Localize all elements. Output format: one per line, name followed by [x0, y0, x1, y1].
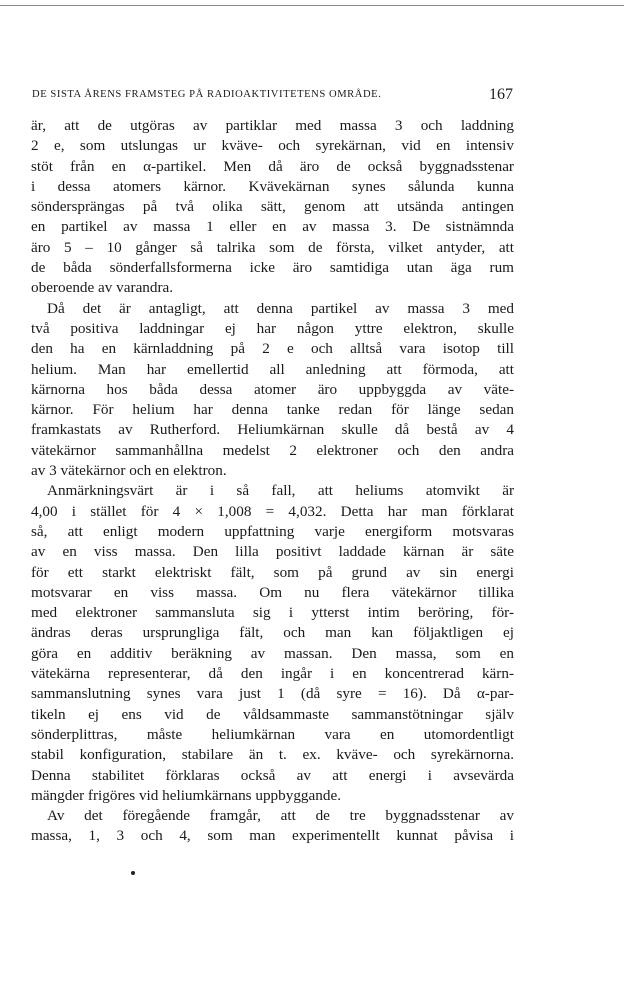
- text-line: av 3 vätekärnor och en elektron.: [31, 462, 227, 480]
- text-line: stöt från en α-partikel. Men då äro de också byggnadsstenar: [31, 157, 514, 175]
- body-text: [31, 116, 514, 847]
- text-line: sammanslutning synes vara just 1 (då syre = 16). Då α-par-: [31, 685, 514, 703]
- text-line: två positiva laddningar ej har någon yttre elektron, skulle: [31, 319, 514, 337]
- text-line: vätekärnor sammanhållna medelst 2 elektroner och den andra: [31, 441, 514, 459]
- text-line: vätekärna representerar, då den ingår i en koncentrerad kärn-: [31, 665, 514, 683]
- text-line: göra en additiv beräkning av massan. Den massa, som en: [31, 644, 514, 662]
- text-line: oberoende av varandra.: [31, 279, 174, 297]
- text-line: motsvarar en viss massa. Om nu flera vätekärnor tillika: [31, 583, 514, 601]
- text-line: för ett starkt elektriskt fält, som på grund av sin energi: [31, 563, 514, 581]
- text-line: 2 e, som utslungas ur kväve- och syrekärnan, vid en intensiv: [31, 137, 514, 155]
- text-line: kärnorna hos båda dessa atomer äro uppbyggda av väte-: [31, 380, 514, 398]
- text-line: äro 5 – 10 gånger så talrika som de första, vilket antyder, att: [31, 238, 514, 256]
- text-line: Anmärkningsvärt är i så fall, att heliums atomvikt är: [47, 482, 514, 500]
- text-line: de båda sönderfallsformerna icke äro samtidiga utan äga rum: [31, 259, 514, 277]
- text-line: 4,00 i stället för 4 × 1,008 = 4,032. Detta har man förklarat: [31, 502, 514, 520]
- text-line: Av det föregående framgår, att de tre byggnadsstenar av: [47, 807, 514, 825]
- text-line: tikeln ej ens vid de våldsammaste sammanstötningar själv: [31, 705, 514, 723]
- page-number: 167: [489, 86, 513, 103]
- running-head: [32, 86, 513, 106]
- text-line: ändras deras ursprungliga fält, och man kan följaktligen ej: [31, 624, 514, 642]
- text-line: Denna stabilitet förklaras också av att energi i avsevärda: [31, 766, 514, 784]
- running-title: DE SISTA ÅRENS FRAMSTEG PÅ RADIOAKTIVITETENS OMRÅDE.: [32, 89, 382, 100]
- text-line: med elektroner sammansluta sig i ytterst intim beröring, för-: [31, 604, 514, 622]
- text-line: en partikel av massa 1 eller en av massa 3. De sistnämnda: [31, 218, 514, 236]
- top-edge-rule: [0, 5, 624, 6]
- text-line: av en viss massa. Den lilla positivt laddade kärnan är säte: [31, 543, 514, 561]
- text-line: söndersprängas på två olika sätt, genom att utsända antingen: [31, 198, 514, 216]
- text-line: framkastats av Rutherford. Heliumkärnan skulle då bestå av 4: [31, 421, 514, 439]
- text-line: sönderplittras, måste heliumkärnan vara en utomordentligt: [31, 725, 514, 743]
- text-line: den ha en kärnladdning på 2 e och alltså vara isotop till: [31, 340, 514, 358]
- text-line: Då det är antagligt, att denna partikel av massa 3 med: [47, 299, 514, 317]
- text-line: mängder frigöres vid heliumkärnans uppbyggande.: [31, 786, 341, 804]
- text-line: är, att de utgöras av partiklar med massa 3 och laddning: [31, 117, 514, 134]
- text-line: kärnor. För helium har denna tanke redan för länge sedan: [31, 401, 514, 419]
- text-line: stabil konfiguration, stabilare än t. ex. kväve- och syrekärnorna.: [31, 746, 514, 764]
- text-line: så, att enligt modern uppfattning varje energiform motsvaras: [31, 522, 514, 540]
- text-line: i dessa atomers kärnor. Kvävekärnan synes sålunda kunna: [31, 177, 514, 195]
- text-line: helium. Man har emellertid all anledning att förmoda, att: [31, 360, 514, 378]
- text-line: massa, 1, 3 och 4, som man experimentellt kunnat påvisa i: [31, 827, 514, 845]
- ink-speck: [131, 871, 135, 875]
